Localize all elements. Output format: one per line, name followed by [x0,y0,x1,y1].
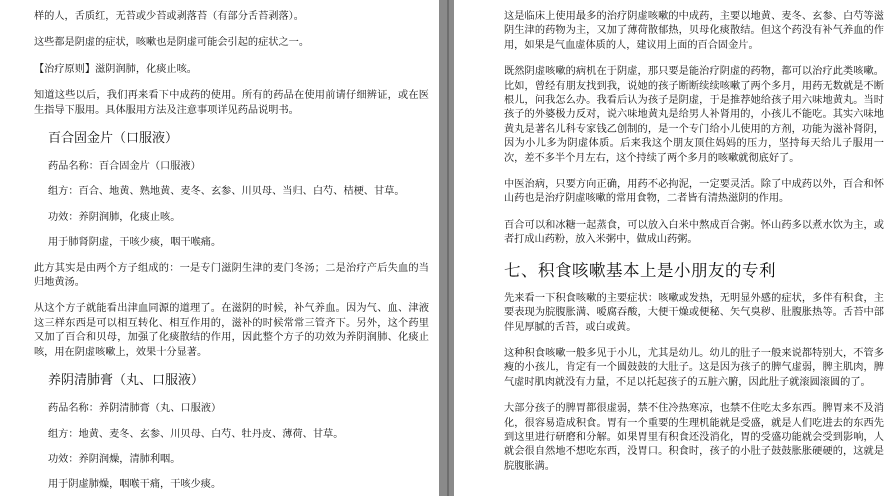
paragraph: 百合可以和冰糖一起蒸食，可以放入白米中熬成百合粥。怀山药多以煮水饮为主，或者打成山药粉，放入米粥中，做成山药粥。 [504,219,884,246]
paragraph: 先来看一下积食咳嗽的主要症状：咳嗽或发热，无明显外感的症状，多伴有积食，主要表现为脘腹胀满、嗳腐吞酸，大便干燥或便秘、矢气臭秽、肚腹胀热等。舌苔中部伴见厚腻的舌苔，或白或黄。 [504,292,884,333]
paragraph: 中医治病，只要方向正确，用药不必拘泥，一定要灵活。除了中成药以外，百合和怀山药也是治疗阴虚咳嗽的常用食物，二者皆有清热滋阴的作用。 [504,179,884,205]
section-heading: 七、积食咳嗽基本上是小朋友的专利 [504,260,776,280]
left-page [0,0,439,496]
paragraph: 知道这些以后，我们再来看下中成药的使用。所有的药品在使用前请仔细辨证，或在医生指导下服用。具体服用方法及注意事项详见药品说明书。 [34,90,429,116]
paragraph: 这是临床上使用最多的治疗阴虚咳嗽的中成药，主要以地黄、麦冬、玄参、白芍等滋阴生津的药物为主，又加了薄荷散郁热，贝母化痰散结。但这个药没有补气养血的作用，如果是气血虚体质的人，建议用上面的百合固金片。 [504,11,884,51]
medicine-usage: 用于肺肾阴虚，干咳少痰，咽干喉痛。 [48,237,222,249]
medicine-composition: 组方：地黄、麦冬、玄参、川贝母、白芍、牡丹皮、薄荷、甘草。 [48,428,344,440]
medicine-name: 药品名称：养阴清肺膏（丸、口服液） [48,403,222,415]
medicine-usage: 用于阴虚肺燥，咽喉干痛，干咳少痰。 [48,479,222,491]
medicine-name: 药品名称：百合固金片（口服液） [48,161,201,173]
medicine-effect: 功效：养阴润燥，清肺利咽。 [48,453,181,465]
page-divider [447,0,449,496]
paragraph: 大部分孩子的脾胃都很虚弱，禁不住冷热寒凉，也禁不住吃太多东西。脾胃来不及消化，很容易造成积食。胃有一个重要的生理机能就是受盛，就是人们吃进去的东西先到这里进行研磨和分解。如果胃里有积食还没消化，胃的受盛功能就会受到影响，人就会很自然地不想吃东西，没胃口。积食时，孩子的小肚子鼓鼓胀胀硬硬的，这就是脘腹胀满。 [504,403,884,472]
paragraph: 此方其实是由两个方子组成的：一是专门滋阴生津的麦门冬汤；二是治疗产后失血的当归地黄汤。 [34,262,429,289]
paragraph: 从这个方子就能看出津血同源的道理了。在滋阴的时候，补气养血。因为气、血、津液这三样东西是可以相互转化、相互作用的，滋补的时候常常三管齐下。另外，这个药里又加了百合和贝母，加强了化痰散结的作用，因此整个方子的功效为养阴润肺、化痰止咳，用在阴虚咳嗽上，效果十分显著。 [34,303,429,358]
paragraph: 这些都是阴虚的症状，咳嗽也是阴虚可能会引起的症状之一。 [34,37,310,49]
medicine-heading-baihe: 百合固金片（口服液） [48,131,179,147]
paragraph: 既然阴虚咳嗽的病机在于阴虚，那只要是能治疗阴虚的药物，都可以治疗此类咳嗽。比如，曾经有朋友找到我，说她的孩子断断续续咳嗽了两个多月，用药无数就是不断根儿，问我怎么办。我看后认为孩子是阴虚，于是推荐她给孩子用六味地黄丸。当时孩子的外婆极力反对，说六味地黄丸是给男人补肾用的，小孩儿不能吃。其实六味地黄丸是著名儿科专家钱乙创制的，是一个专门给小儿使用的方剂，功能为滋补肾阴，因为小儿多为阴虚体质。后来我这个朋友顶住妈妈的压力，坚持每天给儿子服用一次，差不多半个月左右，这个持续了两个多月的咳嗽就彻底好了。 [504,66,884,164]
medicine-effect: 功效：养阴润肺，化痰止咳。 [48,211,181,223]
right-page [454,0,894,496]
medicine-composition: 组方：百合、地黄、熟地黄、麦冬、玄参、川贝母、当归、白芍、桔梗、甘草。 [48,186,405,198]
paragraph: 这种积食咳嗽一般多见于小儿，尤其是幼儿。幼儿的肚子一般来说都特别大，不管多瘦的小孩儿，肯定有一个圆鼓鼓的大肚子。这是因为孩子的脾气虚弱，脾主肌肉，脾气虚时肌肉就没有力量，不足以托起孩子的五脏六腑，因此肚子就滚圆滚圆的了。 [504,347,884,388]
medicine-heading-yangyin: 养阴清肺膏（丸、口服液） [48,373,205,389]
paragraph: 样的人，舌质红，无苔或少苔或剥落苔（有部分舌苔剥落）。 [34,11,304,22]
treatment-principle: 【治疗原则】滋阴润肺，化痰止咳。 [34,63,197,75]
